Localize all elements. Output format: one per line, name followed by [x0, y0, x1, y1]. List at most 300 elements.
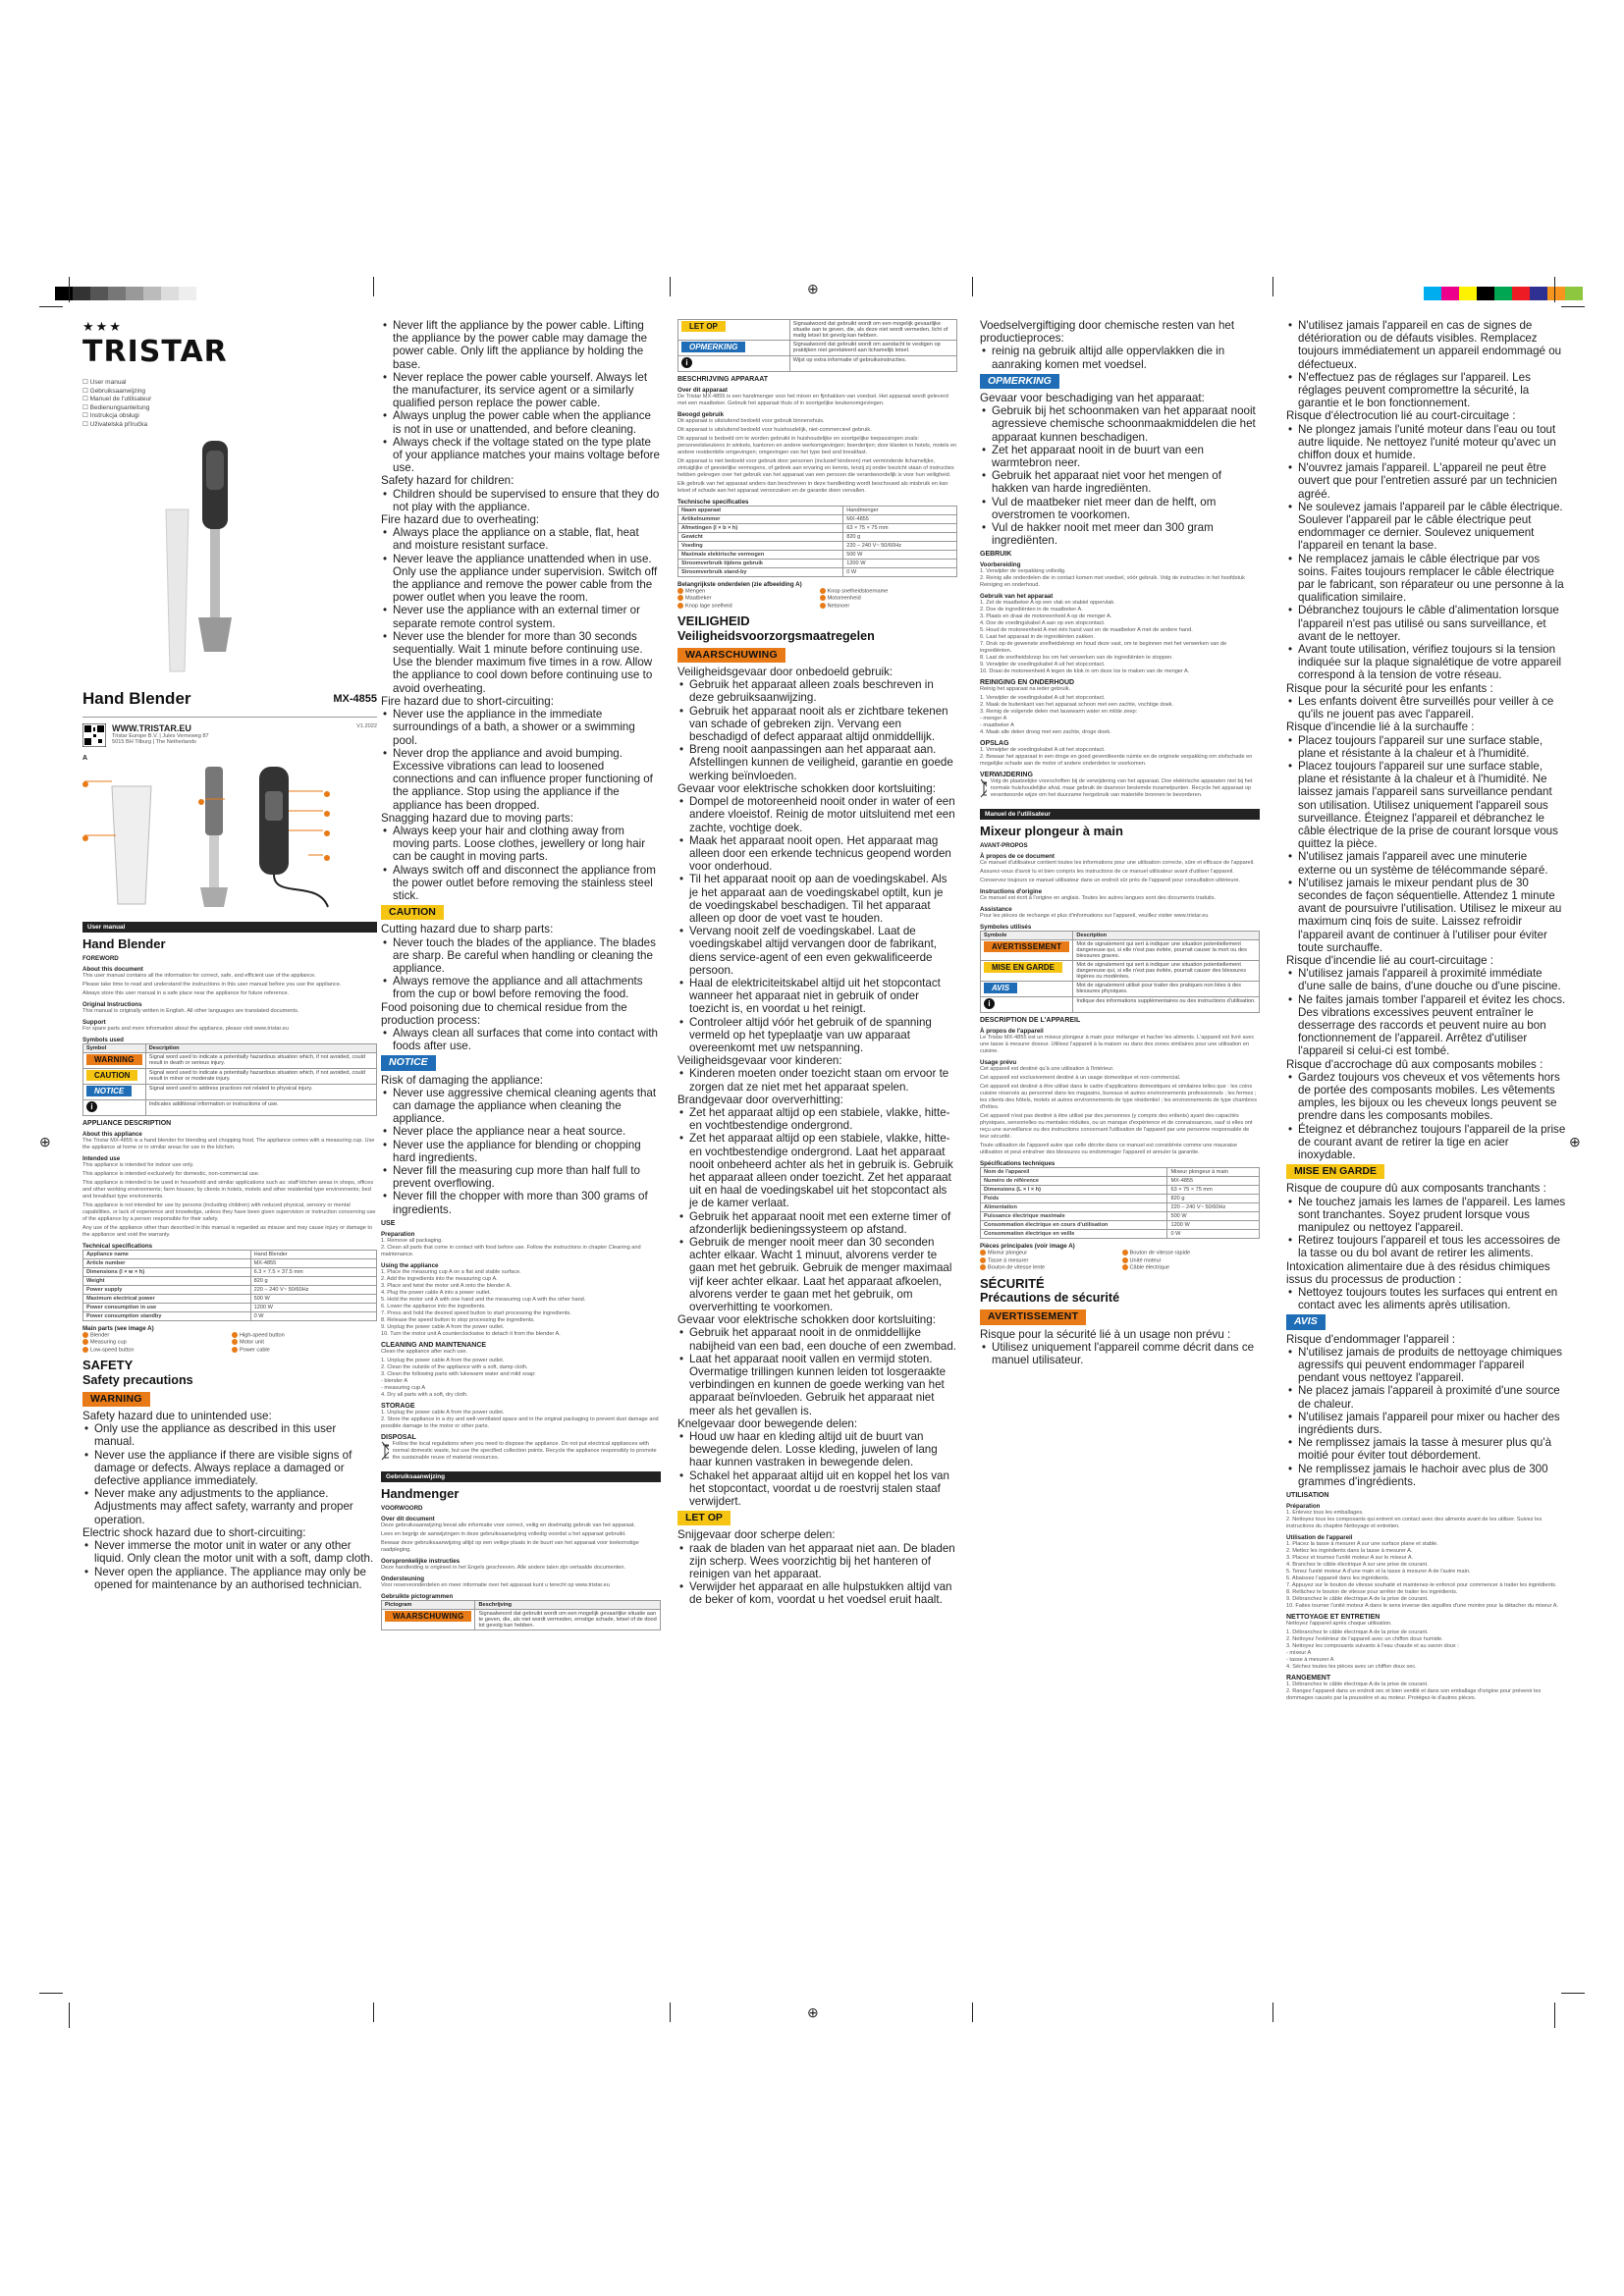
section-title: Hand Blender [82, 936, 166, 951]
list-item: • Ne touchez jamais les lames de l'appareil. Les lames sont tranchantes. Soyez prudent lorsque vous manipulez ou nettoyez l'appareil. [1298, 1196, 1566, 1235]
part-label: Knop lage snelheid [685, 603, 732, 610]
step-item: 4. Plug the power cable A into a power outlet. [381, 1289, 491, 1296]
table-row: i Indicates additional information or instructions of use. [83, 1100, 377, 1116]
spec-value: 820 g [1167, 1195, 1260, 1203]
spec-value: 820 g [843, 533, 957, 542]
crop-mark [39, 1993, 63, 1994]
spec-value: 1200 W [843, 560, 957, 568]
list-item: • Never lift the appliance by the power cable. Lifting the appliance by the power cable may damage the power cable. Only lift the appliance by holding the base. [393, 319, 661, 371]
step-item: 7. Appuyez sur le bouton de vitesse souhaité et maintenez-le enfoncé pour commencer à traiter les ingrédients. [1286, 1582, 1557, 1589]
part-label: Motoreenheid [827, 595, 861, 602]
notice-badge: OPMERKING [980, 374, 1059, 389]
part-label: Knop snelheidstoername [827, 588, 889, 595]
section-band-fr: Manuel de l'utilisateur [980, 809, 1260, 820]
callout-6 [324, 830, 330, 836]
spec-label: Power consumption standby [83, 1312, 251, 1321]
nl-use-instructions: GEBRUIK Voorbereiding 1. Verwijder de verpakking volledig. 2. Reinig alle onderdelen die in contact komen met voedsel, vóór gebruik. Volg de instructies in het hoofdstuk Reiniging en onderhoud. Gebruik van het apparaat 1. Zet de maatbeker A op een vlak en stabiel oppervlak. 2. Doe de ingrediënten in de maatbeker A. 3. Plaats en draai de motoreenheid A op de menger A. 4. Doe de voedingskabel A aan op een stopcontact. 5. Houd de motoreenheid A met één hand vast en de maatbeker A met de andere hand. 6. Laat het apparaat in de ingrediënten zakken. 7. Druk op de gewenste snelheidsknop en houd deze vast, om te beginnen met het verwerken van de ingrediënten. 8. Laat de snelheidsknop los om het verwerken van de ingrediënten te stoppen. 9. Verwijder de voedingskabel A uit het stopcontact. 10. Draai de motoreenheid A tegen de klok in om deze los te maken van de menger A. REINIGING EN ONDERHOUD Reinig het apparaat na ieder gebruik. 1. Verwijder de voedingskabel A uit het stopcontact. 2. Maak de buitenkant van het apparaat schoon met een zachte, vochtige doek. 3. Reinig de volgende delen met lauwwarm water en milde zeep: - menger A - maatbeker A 4. Maak alle delen droog met een zachte, droge doek. OPSLAG 1. Verwijder de voedingskabel A uit het stopcontact. 2. Bewaar het apparaat in een droge en goed geventileerde ruimte en de originele verpakking om stofschade en mogelijke schade aan de motor of andere onderdelen te voorkomen. VERWIJDERING Volg de plaatselijke voorschriften bij de verwijdering van het apparaat. Doe elektrische apparaten niet bij het normale huishoudelijke afval, maar gebruik de daarvoor bestemde inzamelpunten. Recycle het apparaat op verantwoorde wijze om het duurzame hergebruik van materiële bronnen te bevorderen. [980, 551, 1260, 801]
part-item [232, 1332, 377, 1338]
step-item: 10. Draai de motoreenheid A tegen de klok in om deze los te maken van de menger A. [980, 668, 1190, 675]
spec-value: MX-4855 [843, 515, 957, 524]
fold-mark [972, 2002, 973, 2022]
spec-label: Numéro de référence [981, 1177, 1167, 1186]
spec-value: 6.3 × 7.5 × 37.5 mm [250, 1268, 376, 1277]
callout-icon [980, 1250, 986, 1255]
spec-label: Weight [83, 1277, 251, 1286]
en-foreword: FOREWORD About this document This user manual contains all the information for correct, safe, and efficient use of the appliance. Please take time to read and understand the instructions in this user manual before you use the appliance. Always store this user manual in a safe place near the appliance for future reference. Original Instructions This manual is originally written in English. All other languages are translated documents. Support For spare parts and more information about the appliance, please visit www.tristar.eu Symbols used [82, 955, 342, 1043]
spec-label: Artikelnummer [678, 515, 843, 524]
symbols-table [677, 319, 957, 372]
step-item: 3. Plaats en draai de motoreenheid A op de menger A. [980, 614, 1112, 620]
fold-mark [670, 277, 671, 296]
list-item: • N'utilisez jamais l'appareil avec une minuterie externe ou un système de télécommande séparé. [1298, 850, 1566, 876]
step-item: 4. Séchez toutes les pièces avec un chiffon doux sec. [1286, 1664, 1417, 1671]
fr-foreword: AVANT-PROPOS À propos de ce document Ce manuel d'utilisateur contient toutes les informations pour une utilisation correcte, sûre et efficace de l'appareil. Assurez-vous d'avoir lu et bien compris les instructions de ce manuel utilisateur avant d'utiliser l'appareil. Conservez toujours ce manuel utilisateur dans un endroit sûr près de l'appareil pour consultation ultérieure. Instructions d'origine Ce manuel est écrit à l'origine en anglais. Toutes les autres langues sont des documents traduits. Assistance Pour les pièces de rechange et plus d'informations sur l'appareil, veuillez visiter www.tristar.eu Symboles utilisés [980, 842, 1255, 932]
list-item: • Gardez toujours vos cheveux et vos vêtements hors de portée des composants mobiles. Les vêtements amples, les bijoux ou les cheveux longs peuvent se prendre dans les composants mobiles. [1298, 1071, 1566, 1123]
list-item: • Never open the appliance. The appliance may only be opened for maintenance by an authorised technician. [94, 1566, 377, 1591]
list-item: • Always check if the voltage stated on the type plate of your appliance matches your mains voltage before use. [393, 436, 661, 475]
info-icon: i [681, 357, 692, 368]
table-row [83, 1251, 377, 1259]
list-item: • Ne soulevez jamais l'appareil par le câble électrique. Soulever l'appareil par le câble électrique peut endommager ce dernier. Soulevez uniquement l'appareil en tenant la base. [1298, 501, 1566, 553]
step-item: 1. Placez la tasse à mesurer A sur une surface plane et stable. [1286, 1541, 1438, 1548]
list-item: • N'utilisez jamais l'appareil en cas de signes de détérioration ou de défauts visibles. Remplacez toujours immédiatement un appareil endommagé ou défectueux. [1298, 319, 1566, 371]
step-item: 4. Doe de voedingskabel A aan op een stopcontact. [980, 620, 1106, 627]
table-row [83, 1304, 377, 1312]
table-row [981, 1177, 1260, 1186]
en-use-instructions: USE Preparation 1. Remove all packaging. 2. Clean all parts that come in contact with food before use. Follow the instructions in chapter Cleaning and maintenance. Using the appliance 1. Place the measuring cup A on a flat and stable surface. 2. Add the ingredients into the measuring cup A. 3. Place and twist the motor unit A onto the blender A. 4. Plug the power cable A into a power outlet. 5. Hold the motor unit A with one hand and the measuring cup A with the other hand. 6. Lower the appliance into the ingredients. 7. Press and hold the desired speed button to start processing the ingredients. 8. Release the speed button to stop processing the ingredients. 9. Unplug the power cable A from the power outlet. 10. Turn the motor unit A counterclockwise to detach it from the blender A. CLEANING AND MAINTENANCE Clean the appliance after each use. 1. Unplug the power cable A from the power outlet. 2. Clean the outside of the appliance with a soft, damp cloth. 3. Clean the following parts with lukewarm water and mild soap: - blender A - measuring cup A 4. Dry all parts with a soft, dry cloth. STORAGE 1. Unplug the power cable A from the power outlet. 2. Store the appliance in a dry and well-ventilated space and in the original packaging to prevent dust damage and possible damage to the motor or other parts. DISPOSAL Follow the local regulations when you need to dispose the appliance. Do not put electrical appliances with normal domestic waste, but use the specified collection points. Recycle the appliance responsibly to promote the sustainable reuse of material resources. [381, 1220, 661, 1464]
list-item: • Ne plongez jamais l'unité moteur dans l'eau ou tout autre liquide. Ne nettoyez l'unité moteur qu'avec un chiffon doux et humide. [1298, 423, 1566, 462]
fold-mark [1272, 277, 1273, 296]
spec-value: 220 – 240 V~ 50/60Hz [1167, 1203, 1260, 1212]
step-item: 2. Store the appliance in a dry and well-ventilated space and in the original packaging to prevent dust damage and possible damage to the motor or other parts. [381, 1415, 659, 1429]
callout-icon [82, 1332, 88, 1338]
step-item: 2. Rangez l'appareil dans un endroit sec et bien ventilé et dans son emballage d'origine pour prévenir les dommages causés par la poussière et au moteur. Protégez-le d'autres pièces. [1286, 1688, 1542, 1702]
step-item: 5. Houd de motoreenheid A met één hand vast en de maatbeker A met de andere hand. [980, 627, 1193, 634]
step-item: 3. Place and twist the motor unit A onto the blender A. [381, 1282, 512, 1289]
hand-blender-illustration [161, 441, 259, 676]
notice-badge: AVIS [1286, 1314, 1326, 1329]
registration-bar-right [1424, 287, 1583, 300]
warning-badge: WAARSCHUWING [677, 648, 785, 663]
spec-value: Hand Blender [250, 1251, 376, 1259]
table-row: NOTICE Signal word used to address practices not related to physical injury. [83, 1085, 377, 1100]
table-row: i Indique des informations supplémentaires ou des instructions d'utilisation. [981, 997, 1260, 1013]
column-nl: LET OP Signaalwoord dat gebruikt wordt om een mogelijk gevaarlijke situatie aan te geven, die, als deze niet wordt vermeden, licht of matig letsel tot gevolg kan hebben. OPMERKING Signaalwoord dat gebruikt wordt om aandacht te vestigen op praktijken niet gerelateerd aan lichamelijk letsel. i Wijst op extra informatie of gebruiksinstructies. BESCHRIJVING APPARAAT Over dit apparaat De Tristar MX-4855 is een handmenger voor het mixen en fijnhakken van voedsel. Het apparaat wordt geleverd met een maatbeker. Gebruik het apparaat thuis of in soortgelijke keukenomgevingen. Beoogd gebruik Dit apparaat is uitsluitend bedoeld voor gebruik binnenshuis. Dit apparaat is uitsluitend bedoeld voor huishoudelijk, niet-commercieel gebruik. Dit apparaat is bedoeld om te worden gebruikt in huishoudelijke en soortgelijke toepassingen zoals: personeelskeukens in winkels, kantoren en andere werkomgevingen; boerderijen; door klanten in hotels, motels en andere residentiële omgevingen; omgevingen van het type bed and breakfast. Dit apparaat is niet bedoeld voor gebruik door personen (inclusief kinderen) met verminderde lichamelijke, zintuiglijke of geestelijke vermogens, of gebrek aan ervaring en kennis, tenzij zij onder toezicht staan of instructies hebben gekregen over het gebruik van het apparaat van een persoon die verantwoordelijk is voor hun veiligheid. Elk gebruik van het apparaat anders dan beschreven in deze handleiding wordt beschouwd als misbruik en kan letsel of schade aan het apparaat veroorzaken en de garantie doen vervallen. Technische specificaties Naam apparaat Handmenger Artikelnummer MX-4855 Afmetingen (l × b × h) 63 × 75 × 75 mm Gewicht 820 g Voeding 220 – 240 V~ 50/60Hz Maximale elektrische vermogen 500 W Stroomverbruik tijdens gebruik 1200 W Stroomverbruik stand-by 0 W Belangrijkste onderdelen (zie afbeelding A) Mengen Knop snelheidstoername Maatbeker Motoreenheid Knop lage snelheid Netsnoer VEILIGHEID Veiligheidsvoorzorgsmaatregelen WAARSCHUWING Veiligheidsgevaar door onbedoeld gebruik: • Gebruik het apparaat alleen zoals beschreven in deze gebruiksaanwijzing. • Gebruik het apparaat nooit als er zichtbare tekenen van schade of gebreken zijn. Vervang een beschadigd of defect apparaat altijd onmiddellijk. • Breng nooit aanpassingen aan het apparaat aan. Afstellingen kunnen de veiligheid, garantie en goede werking beïnvloeden. Gevaar voor elektrische schokken door kortsluiting: • Dompel de motoreenheid nooit onder in water of een andere vloeistof. Reinig de motor uitsluitend met een zachte, vochtige doek. • Maak het apparaat nooit open. Het apparaat mag alleen door een erkende technicus geopend worden voor onderhoud. • Til het apparaat nooit op aan de voedingskabel. Als je het apparaat aan de voedingskabel optilt, kun je de voedingskabel beschadigen. Til het apparaat alleen op door de voet vast te houden. • Vervang nooit zelf de voedingskabel. Laat de voedingskabel altijd vervangen door de fabrikant, diens service-agent of een even gekwalificeerde persoon. • Haal de elektriciteitskabel altijd uit het stopcontact wanneer het apparaat niet in gebruik of onder toezicht is, en voordat u het reinigt. • Controleer altijd vóór het gebruik of de spanning vermeld op het typeplaatje van uw apparaat overeenkomt met uw netspanning. Veiligheidsgevaar voor kinderen: • Kinderen moeten onder toezicht staan om ervoor te zorgen dat ze niet met het apparaat spelen. Brandgevaar door oververhitting: • Zet het apparaat altijd op een stabiele, vlakke, hitte- en vochtbestendige ondergrond. • Zet het apparaat altijd op een stabiele, vlakke, hitte- en vochtbestendige ondergrond. Laat het apparaat nooit onbeheerd achter als het in gebruik is. Gebruik het apparaat alleen onder toezicht. Zet het apparaat uit en haal de voedingskabel uit het stopcontact als je de kamer verlaat. • Gebruik het apparaat nooit met een externe timer of afzonderlijk bedieningssysteem op afstand. • Gebruik de menger nooit meer dan 30 seconden achter elkaar. Wacht 1 minuut, alvorens verder te gaan met het gebruik. Gebruik de menger maximaal vijf keer achter elkaar. Laat het apparaat afkoelen, alvorens verder te gaan met het gebruik, om oververhitting te voorkomen. Gevaar voor elektrische schokken door kortsluiting: • Gebruik het apparaat nooit in de onmiddellijke nabijheid van een bad, een douche of een zwembad. • Laat het apparaat nooit vallen en vermijd stoten. Overmatige trillingen kunnen leiden tot losgeraakte verbindingen en kunnen de goede werking van het apparaat beïnvloeden. Gebruik het apparaat niet meer als het gevallen is. Knelgevaar door bewegende delen: • Houd uw haar en kleding altijd uit de buurt van bewegende delen. Losse kleding, juwelen of lang haar kunnen vastraken in bewegende delen. • Schakel het apparaat altijd uit en koppel het los van het stopcontact, voordat u de roestvrij stalen staaf verwijdert. LET OP Snijgevaar door scherpe delen: • raak de bladen van het apparaat niet aan. De bladen zijn scherp. Wees voorzichtig bij het hanteren of reinigen van het apparaat. • Verwijder het apparaat en alle hulpstukken altijd van de beker of kom, voordat u het voedsel eruit haalt. [677, 319, 957, 1988]
step-item: 1. Remove all packaging. [381, 1237, 443, 1244]
fold-mark [670, 2002, 671, 2022]
part-item [82, 1332, 228, 1338]
spec-label: Maximum electrical power [83, 1295, 251, 1304]
fr-appliance-description: DESCRIPTION DE L'APPAREIL À propos de l'appareil Le Tristar MX-4855 est un mixeur plongeur à main pour mélanger et hacher les aliments. L'appareil est livré avec une tasse à mesurer doseur. Utilisez l'appareil à la maison ou dans des zones similaires pour une utilisation en cuisine. Usage prévu Cet appareil est destiné qu'à une utilisation à l'intérieur. Cet appareil est exclusivement destiné à un usage domestique et non commercial. Cet appareil est destiné à être utilisé dans le cadre d'applications domestiques et similaires telles que : les coins cuisine réservés au personnel dans les magasins, bureaux et autres environnements professionnels ; les fermes ; les clients des hôtels, motels et autres environnements de type résidentiel ; les environnements de type chambres d'hôtes. Cet appareil n'est pas destiné à être utilisé par des personnes (y compris des enfants) ayant des capacités physiques, sensorielles ou mentales réduites, ou un manque d'expérience et de connaissances, sauf si elles ont reçu une surveillance ou des instructions concernant l'utilisation de l'appareil par une personne responsable de leur sécurité. Toute utilisation de l'appareil autre que celle décrite dans ce manuel est considérée comme une mauvaise utilisation et peut entraîner des blessures ou endommager l'appareil et annuler la garantie. Spécifications techniques [980, 1017, 1258, 1168]
step-item: 2. Nettoyez tous les composants qui entrent en contact avec des aliments avant de les utiliser. Suivez les instructions du chapitre Nettoyage et entretien. [1286, 1517, 1543, 1530]
callout-icon [232, 1339, 238, 1345]
part-label: High-speed button [240, 1332, 285, 1339]
step-item: 1. Débranchez le câble électrique A de la prise de courant. [1286, 1682, 1429, 1688]
step-item: 1. Unplug the power cable A from the power outlet. [381, 1357, 505, 1363]
list-item: • Never replace the power cable yourself. Always let the manufacturer, its service agent or a similarly qualified person replace the power cable. [393, 371, 661, 410]
version: V1.2022 [356, 723, 377, 729]
spec-label: Afmetingen (l × b × h) [678, 524, 843, 533]
table-row: i Wijst op extra informatie of gebruiksinstructies. [678, 356, 957, 372]
list-item: • Vul de hakker nooit met meer dan 300 gram ingrediënten. [992, 521, 1260, 547]
spec-value: 0 W [250, 1312, 376, 1321]
section-band-nl: Gebruiksaanwijzing [381, 1471, 661, 1482]
spec-label: Stroomverbruik tijdens gebruik [678, 560, 843, 568]
step-item: 1. Unplug the power cable A from the power outlet. [381, 1409, 505, 1415]
table-row [83, 1277, 377, 1286]
list-item: • Dompel de motoreenheid nooit onder in water of een andere vloeistof. Reinig de motor uitsluitend met een zachte, vochtige doek. [689, 795, 957, 834]
step-item: - mixeur A [1286, 1650, 1312, 1657]
list-item: • Breng nooit aanpassingen aan het apparaat aan. Afstellingen kunnen de veiligheid, garantie en goede werking beïnvloeden. [689, 743, 957, 782]
list-item: • Never touch the blades of the appliance. The blades are sharp. Be careful when handling or cleaning the appliance. [393, 936, 661, 976]
column-fr: • N'utilisez jamais l'appareil en cas de signes de détérioration ou de défauts visibles. Remplacez toujours immédiatement un appareil endommagé ou défectueux. • N'effectuez pas de réglages sur l'appareil. Les réglages peuvent compromettre la sécurité, la garantie et le bon fonctionnement. Risque d'électrocution lié au court-circuitage : • Ne plongez jamais l'unité moteur dans l'eau ou tout autre liquide. Ne nettoyez l'unité moteur qu'avec un chiffon doux et humide. • N'ouvrez jamais l'appareil. L'appareil ne peut être ouvert que pour l'entretien assuré par un technicien agréé. • Ne soulevez jamais l'appareil par le câble électrique. Soulever l'appareil par le câble électrique peut endommager ce dernier. Soulevez uniquement l'appareil en tenant la base. • Ne remplacez jamais le câble électrique par vos soins. Faites toujours remplacer le câble électrique par le fabricant, son réparateur ou une personne à la qualification similaire. • Débranchez toujours le câble d'alimentation lorsque l'appareil n'est pas utilisé ou sans surveillance, et avant de le nettoyer. • Avant toute utilisation, vérifiez toujours si la tension indiquée sur la plaque signalétique de votre appareil correspond à la tension de votre réseau. Risque pour la sécurité pour les enfants : • Les enfants doivent être surveillés pour veiller à ce qu'ils ne jouent pas avec l'appareil. Risque d'incendie lié à la surchauffe : • Placez toujours l'appareil sur une surface stable, plane et résistante à la chaleur et à l'humidité. • Placez toujours l'appareil sur une surface stable, plane et résistante à la chaleur et à l'humidité. Ne laissez jamais l'appareil sans surveillance pendant son utilisation. Utilisez uniquement l'appareil sous surveillance. Éteignez l'appareil et débranchez le câble électrique de la prise de courant lorsque vous quittez la pièce. • N'utilisez jamais l'appareil avec une minuterie externe ou un système de télécommande séparé. • N'utilisez jamais le mixeur pendant plus de 30 secondes de façon séquentielle. Attendez 1 minute avant de poursuivre l'utilisation. Utilisez le mixeur au maximum cinq fois de suite. Laissez refroidir l'appareil avant de continuer à l'utiliser pour éviter toute surchauffe. Risque d'incendie lié au court-circuitage : • N'utilisez jamais l'appareil à proximité immédiate d'une salle de bains, d'une douche ou d'une piscine. • Ne faites jamais tomber l'appareil et évitez les chocs. Des vibrations excessives peuvent entraîner le desserrage des raccords et peuvent nuire au bon fonctionnement de l'appareil. Arrêtez d'utiliser l'appareil si celui-ci est tombé. Risque d'accrochage dû aux composants mobiles : • Gardez toujours vos cheveux et vos vêtements hors de portée des composants mobiles. Les vêtements amples, les bijoux ou les cheveux longs peuvent se prendre dans les composants mobiles. • Éteignez et débranchez toujours l'appareil de la prise de courant avant de retirer la tige en acier inoxydable. MISE EN GARDE Risque de coupure dû aux composants tranchants : • Ne touchez jamais les lames de l'appareil. Les lames sont tranchantes. Soyez prudent lorsque vous manipulez ou nettoyez l'appareil. • Retirez toujours l'appareil et tous les accessoires de la tasse ou du bol avant de retirer les aliments. Intoxication alimentaire due à des résidus chimiques issus du processus de production : • Nettoyez toujours toutes les surfaces qui entrent en contact avec les aliments après utilisation. AVIS Risque d'endommager l'appareil : • N'utilisez jamais de produits de nettoyage chimiques agressifs qui peuvent endommager l'appareil pendant vous nettoyez l'appareil. • Ne placez jamais l'appareil à proximité d'une source de chaleur. • N'utilisez jamais l'appareil pour mixer ou hacher des ingrédients durs. • Ne remplissez jamais la tasse à mesurer plus qu'à moitié pour éviter tout débordement. • Ne remplissez jamais le hachoir avec plus de 300 grammes d'ingrédients. UTILISATION Préparation 1. Enlevez tous les emballages. 2. Nettoyez tous les composants qui entrent en contact avec des aliments avant de les utiliser. Suivez les instructions du chapitre Nettoyage et entretien. Utilisation de l'appareil 1. Placez la tasse à mesurer A sur une surface plane et stable. 2. Mettez les ingrédients dans la tasse à mesurer A. 3. Placez et tournez l'unité moteur A sur le mixeur A. 4. Branchez le câble électrique A sur une prise de courant. 5. Tenez l'unité moteur A d'une main et la tasse à mesurer A de l'autre main. 6. Abaissez l'appareil dans les ingrédients. 7. Appuyez sur le bouton de vitesse souhaité et maintenez-le enfoncé pour commencer à traiter les ingrédients. 8. Relâchez le bouton de vitesse pour arrêter de traiter les ingrédients. 9. Débranchez le câble électrique A de la prise de courant. 10. Faites tourner l'unité moteur A dans le sens inverse des aiguilles d'une montre pour la détacher du mixeur A. NETTOYAGE ET ENTRETIEN Nettoyez l'appareil après chaque utilisation. 1. Débranchez le câble électrique A de la prise de courant. 2. Nettoyez l'extérieur de l'appareil avec un chiffon doux humide. 3. Nettoyez les composants suivants à l'eau chaude et au savon doux : - mixeur A - tasse à mesurer A 4. Séchez toutes les pièces avec un chiffon doux sec. RANGEMENT 1. Débranchez le câble électrique A de la prise de courant. 2. Rangez l'appareil dans un endroit sec et bien ventilé et dans son emballage d'origine pour prévenir les dommages causés par la poussière et au moteur. Protégez-le d'autres pièces. [1286, 319, 1566, 1988]
callout-2 [82, 835, 88, 841]
spec-value: Handmenger [843, 507, 957, 515]
step-item: 8. Laat de snelheidsknop los om het verwerken van de ingrediënten te stoppen. [980, 655, 1173, 662]
step-item: 4. Maak alle delen droog met een zachte, droge doek. [980, 729, 1111, 736]
callout-icon [82, 1339, 88, 1345]
part-item [232, 1347, 377, 1353]
step-item: 2. Nettoyez l'extérieur de l'appareil avec un chiffon doux humide. [1286, 1636, 1443, 1643]
list-item: • Ne faites jamais tomber l'appareil et évitez les chocs. Des vibrations excessives peuvent entraîner le desserrage des raccords et peuvent nuire au bon fonctionnement de l'appareil. Arrêtez d'utiliser l'appareil si celui-ci est tombé. [1298, 993, 1566, 1058]
en-main-parts: Main parts (see image A) [82, 1325, 154, 1332]
step-item: 6. Abaissez l'appareil dans les ingrédients. [1286, 1575, 1390, 1582]
part-item [1122, 1257, 1261, 1263]
list-item: • Verwijder het apparaat en alle hulpstukken altijd van de beker of kom, voordat u het voedsel eruit haalt. [689, 1580, 957, 1606]
table-row: AVIS Mot de signalement utilisé pour traiter des pratiques non liées à des blessures physiques. [981, 982, 1260, 997]
step-item: 1. Enlevez tous les emballages. [1286, 1510, 1364, 1517]
spec-label: Nom de l'appareil [981, 1168, 1167, 1177]
crop-mark [1561, 306, 1585, 307]
callout-icon [677, 595, 683, 601]
registration-target-icon: ⊕ [807, 281, 819, 296]
spec-value: 0 W [1167, 1230, 1260, 1239]
spec-value: MX-4855 [1167, 1177, 1260, 1186]
table-row [981, 1168, 1260, 1177]
spec-value: 1200 W [1167, 1221, 1260, 1230]
language-item: ☐ User manual [82, 379, 127, 386]
list-item: • Always remove the appliance and all attachments from the cup or bowl before removing the food. [393, 975, 661, 1000]
product-title-row [82, 689, 377, 709]
fold-mark [972, 277, 973, 296]
list-item: • Only use the appliance as described in this user manual. [94, 1422, 377, 1448]
callout-icon [1122, 1257, 1128, 1263]
step-item: - tasse à mesurer A [1286, 1657, 1334, 1664]
table-row [83, 1312, 377, 1321]
list-item: • Never leave the appliance unattended when in use. Only use the appliance under supervision. Switch off the appliance and remove the power cable from the power outlet when you leave the room. [393, 553, 661, 605]
part-label: Power cable [240, 1347, 270, 1354]
spec-value: MX-4855 [250, 1259, 376, 1268]
table-row: LET OP Signaalwoord dat gebruikt wordt om een mogelijk gevaarlijke situatie aan te geven, die, als deze niet wordt vermeden, licht of matig letsel tot gevolg kan hebben. [678, 320, 957, 341]
part-item [820, 603, 958, 609]
crop-mark [1554, 277, 1555, 302]
list-item: • N'utilisez jamais l'appareil pour mixer ou hacher des ingrédients durs. [1298, 1411, 1566, 1436]
step-item: 10. Turn the motor unit A counterclockwise to detach it from the blender A. [381, 1330, 561, 1337]
step-item: 3. Reinig de volgende delen met lauwwarm water en milde zeep: [980, 709, 1138, 716]
callout-icon [677, 588, 683, 594]
list-item: • Vervang nooit zelf de voedingskabel. Laat de voedingskabel altijd vervangen door de fabrikant, diens service-agent of een even gekwalificeerde persoon. [689, 925, 957, 977]
list-item: • Always unplug the power cable when the appliance is not in use or unattended, and before cleaning. [393, 409, 661, 435]
fr-safety: SÉCURITÉ Précautions de sécurité AVERTISSEMENT Risque pour la sécurité lié à un usage non prévu : • Utilisez uniquement l'appareil comme décrit dans ce manuel utilisateur. [980, 1277, 1260, 1366]
spec-value: 1200 W [250, 1304, 376, 1312]
step-item: 1. Zet de maatbeker A op een vlak en stabiel oppervlak. [980, 600, 1115, 607]
spec-value: 500 W [843, 551, 957, 560]
step-item: 8. Release the speed button to stop processing the ingredients. [381, 1316, 535, 1323]
en-appliance-description: APPLIANCE DESCRIPTION About this appliance The Tristar MX-4855 is a hand blender for blending and chopping food. The appliance comes with a measuring cup. Use the appliance at home or in similar areas for use in the kitchen. Intended use This appliance is intended for indoor use only. This appliance is intended exclusively for domestic, non-commercial use. This appliance is intended to be used in household and similar applications such as: staff kitchen areas in shops, offices and other working environments; farm houses; by clients in hotels, motels and other residential type environments; bed and breakfast type environments. This appliance is not intended for use by persons (including children) with reduced physical, sensory or mental capabilities, or lack of experience and knowledge, unless they have been given supervision or instruction concerning use of the appliance by a person responsible for their safety. Any use of the appliance other than described in this manual is regarded as misuse and may cause injury or damage to the appliance and void the warranty. Technical specifications [82, 1120, 376, 1250]
part-label: Tasse à mesurer [988, 1257, 1029, 1264]
column-nl-fr: Voedselvergiftiging door chemische resten van het productieproces: • reinig na gebruik altijd alle oppervlakken die in aanraking komen met voedsel. OPMERKING Gevaar voor beschadiging van het apparaat: • Gebruik bij het schoonmaken van het apparaat nooit agressieve chemische schoonmaakmiddelen die het apparaat kunnen beschadigen. • Zet het apparaat nooit in de buurt van een warmtebron neer. • Gebruik het apparaat niet voor het mengen of hakken van harde ingrediënten. • Vul de maatbeker niet meer dan de helft, om overstromen te voorkomen. • Vul de hakker nooit met meer dan 300 gram ingrediënten. GEBRUIK Voorbereiding 1. Verwijder de verpakking volledig. 2. Reinig alle onderdelen die in contact komen met voedsel, vóór gebruik. Volg de instructies in het hoofdstuk Reiniging en onderhoud. Gebruik van het apparaat 1. Zet de maatbeker A op een vlak en stabiel oppervlak. 2. Doe de ingrediënten in de maatbeker A. 3. Plaats en draai de motoreenheid A op de menger A. 4. Doe de voedingskabel A aan op een stopcontact. 5. Houd de motoreenheid A met één hand vast en de maatbeker A met de andere hand. 6. Laat het apparaat in de ingrediënten zakken. 7. Druk op de gewenste snelheidsknop en houd deze vast, om te beginnen met het verwerken van de ingrediënten. 8. Laat de snelheidsknop los om het verwerken van de ingrediënten te stoppen. 9. Verwijder de voedingskabel A uit het stopcontact. 10. Draai de motoreenheid A tegen de klok in om deze los te maken van de menger A. REINIGING EN ONDERHOUD Reinig het apparaat na ieder gebruik. 1. Verwijder de voedingskabel A uit het stopcontact. 2. Maak de buitenkant van het apparaat schoon met een zachte, vochtige doek. 3. Reinig de volgende delen met lauwwarm water en milde zeep: - menger A - maatbeker A 4. Maak alle delen droog met een zachte, droge doek. OPSLAG 1. Verwijder de voedingskabel A uit het stopcontact. 2. Bewaar het apparaat in een droge en goed geventileerde ruimte en de originele verpakking om stofschade en mogelijke schade aan de motor of andere onderdelen te voorkomen. VERWIJDERING Volg de plaatselijke voorschriften bij de verwijdering van het apparaat. Doe elektrische apparaten niet bij het normale huishoudelijke afval, maar gebruik de daarvoor bestemde inzamelpunten. Recycle het apparaat op verantwoorde wijze om het duurzame hergebruik van materiële bronnen te bevorderen. Manuel de l'utilisateur Mixeur plongeur à main AVANT-PROPOS À propos de ce document Ce manuel d'utilisateur contient toutes les informations pour une utilisation correcte, sûre et efficace de l'appareil. Assurez-vous d'avoir lu et bien compris les instructions de ce manuel utilisateur avant d'utiliser l'appareil. Conservez toujours ce manuel utilisateur dans un endroit sûr près de l'appareil pour consultation ultérieure. Instructions d'origine Ce manuel est écrit à l'origine en anglais. Toutes les autres langues sont des documents traduits. Assistance Pour les pièces de rechange et plus d'informations sur l'appareil, veuillez visiter www.tristar.eu Symboles utilisés Symbole Description AVERTISSEMENT Mot de signalement qui sert à indiquer une situation potentiellement dangereuse qui, si elle n'est pas évitée, pourrait causer la mort ou des blessures graves. MISE EN GARDE Mot de signalement qui sert à indiquer une situation potentiellement dangereuse qui, si elle n'est pas évitée, pourrait causer des blessures légères ou modérées. AVIS Mot de signalement utilisé pour traiter des pratiques non liées à des blessures physiques. i Indique des informations supplémentaires ou des instructions d'utilisation. DESCRIPTION DE L'APPAREIL À propos de l'appareil Le Tristar MX-4855 est un mixeur plongeur à main pour mélanger et hacher les aliments. L'appareil est livré avec une tasse à mesurer doseur. Utilisez l'appareil à la maison ou dans des zones similaires pour une utilisation en cuisine. Usage prévu Cet appareil est destiné qu'à une utilisation à l'intérieur. Cet appareil est exclusivement destiné à un usage domestique et non commercial. Cet appareil est destiné à être utilisé dans le cadre d'applications domestiques et similaires telles que : les coins cuisine réservés au personnel dans les magasins, bureaux et autres environnements professionnels ; les fermes ; les clients des hôtels, motels et autres environnements de type résidentiel ; les environnements de type chambres d'hôtes. Cet appareil n'est pas destiné à être utilisé par des personnes (y compris des enfants) ayant des capacités physiques, sensorielles ou mentales réduites, ou un manque d'expérience et de connaissances, sauf si elles ont reçu une surveillance ou des instructions concernant l'utilisation de l'appareil par une personne responsable de leur sécurité. Toute utilisation de l'appareil autre que celle décrite dans ce manuel est considérée comme une mauvaise utilisation et peut entraîner des blessures ou endommager l'appareil et annuler la garantie. Spécifications techniques Nom de l'appareil Mixeur plongeur à main Numéro de référence MX-4855 Dimensions (L × l × h) 63 × 75 × 75 mm Poids 820 g Alimentation 220 – 240 V~ 50/60Hz Puissance électrique maximale 500 W Consommation électrique en cours d'utilisation 1200 W Consommation électrique en veille 0 W Pièces principales (voir image A) Mixeur plongeur Bouton de vitesse rapide Tasse à mesurer Unité moteur Bouton de vitesse lente Câble électrique SÉCURITÉ Précautions de sécurité AVERTISSEMENT Risque pour la sécurité lié à un usage non prévu : • Utilisez uniquement l'appareil comme décrit dans ce manuel utilisateur. [980, 319, 1260, 1988]
section-title: Mixeur plongeur à main [980, 824, 1123, 839]
list-item: • Ne remplacez jamais le câble électrique par vos soins. Faites toujours remplacer le câble électrique par le fabricant, son réparateur ou une personne à la qualification similaire. [1298, 553, 1566, 605]
weee-bin-icon [381, 1441, 389, 1461]
en-safety: SAFETY Safety precautions WARNING Safety hazard due to unintended use: • Only use the appliance as described in this user manual. • Never use the appliance if there are visible signs of damage or defects. Always replace a damaged or defective appliance immediately. • Never make any adjustments to the appliance. Adjustments may affect safety, warranty and proper operation. Electric shock hazard due to short-circuiting: • Never immerse the motor unit in water or any other liquid. Only clean the motor unit with a soft, damp cloth. • Never open the appliance. The appliance may only be opened for maintenance by an authorised technician. [82, 1359, 377, 1590]
list-item: • Gebruik bij het schoonmaken van het apparaat nooit agressieve chemische schoonmaakmiddelen die het apparaat kunnen beschadigen. [992, 404, 1260, 444]
table-row: MISE EN GARDE Mot de signalement qui sert à indiquer une situation potentiellement dangereuse qui, si elle n'est pas évitée, pourrait causer des blessures légères ou modérées. [981, 961, 1260, 982]
list-item: • N'ouvrez jamais l'appareil. L'appareil ne peut être ouvert que pour l'entretien assuré par un technicien agréé. [1298, 461, 1566, 501]
list-item: • Never use the appliance in the immediate surroundings of a bath, a shower or a swimming pool. [393, 708, 661, 747]
part-item [980, 1250, 1118, 1255]
part-label: Bouton de vitesse rapide [1129, 1250, 1191, 1256]
table-row [678, 533, 957, 542]
spec-label: Power supply [83, 1286, 251, 1295]
part-label: Maatbeker [685, 595, 712, 602]
list-item: • Gebruik het apparaat nooit als er zichtbare tekenen van schade of gebreken zijn. Vervang een beschadigd of defect apparaat altijd onmiddellijk. [689, 705, 957, 744]
step-item: 2. Clean the outside of the appliance with a soft, damp cloth. [381, 1363, 528, 1370]
parts-diagram [82, 762, 377, 909]
language-item: ☐ Bedienungsanleitung [82, 403, 150, 411]
list-item: • Controleer altijd vóór het gebruik of de spanning vermeld op het typeplaatje van uw apparaat overeenkomt met uw netspanning. [689, 1016, 957, 1055]
list-item: • Never use the appliance if there are visible signs of damage or defects. Always replace a damaged or defective appliance immediately. [94, 1449, 377, 1488]
list-item: • Never place the appliance near a heat source. [393, 1125, 661, 1138]
language-item: ☐ Manuel de l'utilisateur [82, 396, 152, 402]
spec-label: Article number [83, 1259, 251, 1268]
list-item: • Always keep your hair and clothing away from moving parts. Loose clothes, jewellery or long hair can be caught in moving parts. [393, 825, 661, 864]
part-label: Unité moteur [1129, 1257, 1162, 1264]
column-en-safety-use: • Never lift the appliance by the power cable. Lifting the appliance by the power cable may damage the power cable. Only lift the appliance by holding the base. • Never replace the power cable yourself. Always let the manufacturer, its service agent or a similarly qualified person replace the power cable. • Always unplug the power cable when the appliance is not in use or unattended, and before cleaning. • Always check if the voltage stated on the type plate of your appliance matches your mains voltage before use. Safety hazard for children: • Children should be supervised to ensure that they do not play with the appliance. Fire hazard due to overheating: • Always place the appliance on a stable, flat, heat and moisture resistant surface. • Never leave the appliance unattended when in use. Only use the appliance under supervision. Switch off the appliance and remove the power cable from the power outlet when you leave the room. • Never use the appliance with an external timer or separate remote control system. • Never use the blender for more than 30 seconds sequentially. Wait 1 minute before continuing use. Use the blender maximum five times in a row. Allow the appliance to cool down before continuing use to avoid overheating. Fire hazard due to short-circuiting: • Never use the appliance in the immediate surroundings of a bath, a shower or a swimming pool. • Never drop the appliance and avoid bumping. Excessive vibrations can lead to loosened connections and can influence proper functioning of the appliance. Stop using the appliance if the appliance has been dropped. Snagging hazard due to moving parts: • Always keep your hair and clothing away from moving parts. Loose clothes, jewellery or long hair can be caught in moving parts. • Always switch off and disconnect the appliance from the power outlet before removing the stainless steel stick. CAUTION Cutting hazard due to sharp parts: • Never touch the blades of the appliance. The blades are sharp. Be careful when handling or cleaning the appliance. • Always remove the appliance and all attachments from the cup or bowl before removing the food. Food poisoning due to chemical residue from the production process: • Always clean all surfaces that come into contact with foods after use. NOTICE Risk of damaging the appliance: • Never use aggressive chemical cleaning agents that can damage the appliance when cleaning the appliance. • Never place the appliance near a heat source. • Never use the appliance for blending or chopping hard ingredients. • Never fill the measuring cup more than half full to prevent overflowing. • Never fill the chopper with more than 300 grams of ingredients. USE Preparation 1. Remove all packaging. 2. Clean all parts that come in contact with food before use. Follow the instructions in chapter Cleaning and maintenance. Using the appliance 1. Place the measuring cup A on a flat and stable surface. 2. Add the ingredients into the measuring cup A. 3. Place and twist the motor unit A onto the blender A. 4. Plug the power cable A into a power outlet. 5. Hold the motor unit A with one hand and the measuring cup A with the other hand. 6. Lower the appliance into the ingredients. 7. Press and hold the desired speed button to start processing the ingredients. 8. Release the speed button to stop processing the ingredients. 9. Unplug the power cable A from the power outlet. 10. Turn the motor unit A counterclockwise to detach it from the blender A. CLEANING AND MAINTENANCE Clean the appliance after each use. 1. Unplug the power cable A from the power outlet. 2. Clean the outside of the appliance with a soft, damp cloth. 3. Clean the following parts with lukewarm water and mild soap: - blender A - measuring cup A 4. Dry all parts with a soft, dry cloth. STORAGE 1. Unplug the power cable A from the power outlet. 2. Store the appliance in a dry and well-ventilated space and in the original packaging to prevent dust damage and possible damage to the motor or other parts. DISPOSAL Follow the local regulations when you need to dispose the appliance. Do not put electrical appliances with normal domestic waste, but use the specified collection points. Recycle the appliance responsibly to promote the sustainable reuse of material resources. Gebruiksaanwijzing Handmenger VOORWOORD Over dit document Deze gebruiksaanwijzing bevat alle informatie voor correct, veilig en doelmatig gebruik van het apparaat. Lees en begrijp de aanwijzingen in deze gebruiksaanwijzing volledig voordat u het apparaat gebruikt. Bewaar deze gebruiksaanwijzing altijd op een veilige plaats in de buurt van het apparaat voor toekomstige raadpleging. Oorspronkelijke instructies Deze handleiding is origineel in het Engels geschreven. Alle andere talen zijn vertaalde documenten. Ondersteuning Voor reserveonderdelen en meer informatie over het apparaat kunt u terecht op www.tristar.eu Gebruikte pictogrammen Pictogram Beschrijving WAARSCHUWING Signaalwoord dat gebruikt wordt om een mogelijk gevaarlijke situatie aan te geven, die, als niet wordt vermeden, ernstige schade, letsel of de dood tot gevolg kan hebben. [381, 319, 661, 1988]
callout-4 [324, 791, 330, 797]
step-item: 7. Druk op de gewenste snelheidsknop en houd deze vast, om te beginnen met het verwerken van de ingrediënten. [980, 641, 1227, 655]
list-item: • Placez toujours l'appareil sur une surface stable, plane et résistante à la chaleur et à l'humidité. Ne laissez jamais l'appareil sans surveillance pendant son utilisation. Utilisez uniquement l'appareil sous surveillance. Éteignez l'appareil et débranchez le câble électrique de la prise de courant lorsque vous quittez la pièce. [1298, 760, 1566, 850]
callout-7 [324, 855, 330, 861]
part-label: Netsnoer [827, 603, 850, 610]
language-list [82, 379, 377, 429]
symbols-table: Pictogram Beschrijving WAARSCHUWING Signaalwoord dat gebruikt wordt om een mogelijk gevaarlijke situatie aan te geven, die, als niet wordt vermeden, ernstige schade, letsel of de dood tot gevolg kan hebben. [381, 1600, 661, 1630]
callout-1 [82, 781, 88, 787]
list-item: • Never drop the appliance and avoid bumping. Excessive vibrations can lead to loosened connections and can influence proper functioning of the appliance. Stop using the appliance if the appliance has been dropped. [393, 747, 661, 812]
step-item: 5. Tenez l'unité moteur A d'une main et la tasse à mesurer A de l'autre main. [1286, 1569, 1471, 1575]
crop-mark [1554, 2002, 1555, 2028]
callout-icon [820, 603, 826, 609]
list-item: • Utilisez uniquement l'appareil comme décrit dans ce manuel utilisateur. [992, 1341, 1260, 1366]
callout-3 [198, 799, 204, 805]
list-item: • Never immerse the motor unit in water or any other liquid. Only clean the motor unit with a soft, damp cloth. [94, 1539, 377, 1565]
list-item: • Always switch off and disconnect the appliance from the power outlet before removing the stainless steel stick. [393, 864, 661, 903]
list-item: • Gebruik de menger nooit meer dan 30 seconden achter elkaar. Wacht 1 minuut, alvorens verder te gaan met het gebruik. Gebruik de menger maximaal vijf keer achter elkaar. Laat het apparaat afkoelen, alvorens verder te gaan met het gebruik, om oververhitting te voorkomen. [689, 1236, 957, 1313]
spec-label: Puissance électrique maximale [981, 1212, 1167, 1221]
step-item: 2. Doe de ingrediënten in de maatbeker A. [980, 607, 1083, 614]
step-item: 8. Relâchez le bouton de vitesse pour arrêter de traiter les ingrédients. [1286, 1589, 1458, 1596]
part-label: Low-speed button [90, 1347, 135, 1354]
main-parts-list [677, 588, 957, 609]
weee-bin-icon [980, 778, 987, 798]
list-item: • Avant toute utilisation, vérifiez toujours si la tension indiquée sur la plaque signalétique de votre appareil correspond à la tension de votre réseau. [1298, 643, 1566, 682]
step-item: 2. Clean all parts that come in contact with food before use. Follow the instructions in chapter Cleaning and maintenance. [381, 1244, 641, 1257]
table-row [981, 1203, 1260, 1212]
part-item [820, 595, 958, 601]
caution-badge: CAUTION [381, 905, 444, 920]
spec-value: 500 W [250, 1295, 376, 1304]
spec-label: Consommation électrique en cours d'utilisation [981, 1221, 1167, 1230]
step-item: 1. Débranchez le câble électrique A de la prise de courant. [1286, 1629, 1429, 1636]
table-row [981, 1195, 1260, 1203]
spec-label: Gewicht [678, 533, 843, 542]
fold-mark [373, 277, 374, 296]
tech-specs-table [82, 1250, 377, 1321]
part-item [820, 588, 958, 594]
part-label: Câble électrique [1129, 1264, 1169, 1271]
part-label: Bouton de vitesse lente [988, 1264, 1046, 1271]
step-item: 1. Place the measuring cup A on a flat and stable surface. [381, 1268, 521, 1275]
crop-mark [69, 277, 70, 302]
callout-icon [1122, 1264, 1128, 1270]
table-row: WARNING Signal word used to indicate a potentially hazardous situation which, if not avoided, could result in death or serious injury. [83, 1053, 377, 1069]
crop-mark [39, 306, 63, 307]
product-model: MX-4855 [333, 693, 377, 705]
language-item: ☐ Uživatelská příručka [82, 420, 148, 428]
list-item: • N'utilisez jamais le mixeur pendant plus de 30 secondes de façon séquentielle. Attendez 1 minute avant de poursuivre l'utilisation. Utilisez le mixeur au maximum cinq fois de suite. Laissez refroidir l'appareil avant de continuer à l'utiliser pour éviter toute surchauffe. [1298, 877, 1566, 954]
section-band-en: User manual [82, 922, 377, 933]
spec-label: Alimentation [981, 1203, 1167, 1212]
table-row [83, 1295, 377, 1304]
step-item: 5. Hold the motor unit A with one hand and the measuring cup A with the other hand. [381, 1296, 586, 1303]
list-item: • N'utilisez jamais de produits de nettoyage chimiques agressifs qui peuvent endommager l'appareil pendant vous nettoyez l'appareil. [1298, 1346, 1566, 1385]
table-row [981, 1221, 1260, 1230]
brand-logo: TRISTAR [82, 335, 228, 369]
step-item: 3. Nettoyez les composants suivants à l'eau chaude et au savon doux : [1286, 1643, 1459, 1650]
callout-icon [980, 1264, 986, 1270]
registration-target-icon: ⊕ [39, 1134, 51, 1149]
table-row [981, 1186, 1260, 1195]
table-row: CAUTION Signal word used to indicate a potentially hazardous situation which, if not avoided, could result in minor or moderate injury. [83, 1069, 377, 1085]
callout-icon [677, 603, 683, 609]
table-row [981, 1230, 1260, 1239]
spec-label: Voeding [678, 542, 843, 551]
info-icon: i [86, 1101, 97, 1112]
list-item: • Gebruik het apparaat nooit met een externe timer of afzonderlijk bedieningssysteem op afstand. [689, 1210, 957, 1236]
fold-mark [1272, 2002, 1273, 2022]
part-item [1122, 1250, 1261, 1255]
step-item: - menger A [980, 716, 1007, 722]
table-row [981, 1212, 1260, 1221]
spec-label: Dimensions (l × w × h) [83, 1268, 251, 1277]
spec-label: Consommation électrique en veille [981, 1230, 1167, 1239]
table-row [678, 524, 957, 533]
spec-label: Stroomverbruik stand-by [678, 568, 843, 577]
part-item [677, 588, 816, 594]
list-item: • Kinderen moeten onder toezicht staan om ervoor te zorgen dat ze niet met het apparaat spelen. [689, 1067, 957, 1093]
list-item: • Never fill the chopper with more than 300 grams of ingredients. [393, 1190, 661, 1215]
callout-icon [820, 588, 826, 594]
tech-specs-table [677, 506, 957, 577]
spec-label: Naam apparaat [678, 507, 843, 515]
list-item: • Til het apparaat nooit op aan de voedingskabel. Als je het apparaat aan de voedingskabel optilt, kun je de voedingskabel beschadigen. Til het apparaat alleen op door de voet vast te houden. [689, 873, 957, 925]
list-item: • Éteignez et débranchez toujours l'appareil de la prise de courant avant de retirer la tige en acier inoxydable. [1298, 1123, 1566, 1162]
callout-5 [324, 811, 330, 817]
list-item: • Gebruik het apparaat alleen zoals beschreven in deze gebruiksaanwijzing. [689, 678, 957, 704]
nl-safety: VEILIGHEID Veiligheidsvoorzorgsmaatregelen WAARSCHUWING Veiligheidsgevaar door onbedoeld gebruik: • Gebruik het apparaat alleen zoals beschreven in deze gebruiksaanwijzing. • Gebruik het apparaat nooit als er zichtbare tekenen van schade of gebreken zijn. Vervang een beschadigd of defect apparaat altijd onmiddellijk. • Breng nooit aanpassingen aan het apparaat aan. Afstellingen kunnen de veiligheid, garantie en goede werking beïnvloeden. Gevaar voor elektrische schokken door kortsluiting: • Dompel de motoreenheid nooit onder in water of een andere vloeistof. Reinig de motor uitsluitend met een zachte, vochtige doek. • Maak het apparaat nooit open. Het apparaat mag alleen door een erkende technicus geopend worden voor onderhoud. • Til het apparaat nooit op aan de voedingskabel. Als je het apparaat aan de voedingskabel optilt, kun je de voedingskabel beschadigen. Til het apparaat alleen op door de voet vast te houden. • Vervang nooit zelf de voedingskabel. Laat de voedingskabel altijd vervangen door de fabrikant, diens service-agent of een even gekwalificeerde persoon. • Haal de elektriciteitskabel altijd uit het stopcontact wanneer het apparaat niet in gebruik of onder toezicht is, en voordat u het reinigt. • Controleer altijd vóór het gebruik of de spanning vermeld op het typeplaatje van uw apparaat overeenkomt met uw netspanning. Veiligheidsgevaar voor kinderen: • Kinderen moeten onder toezicht staan om ervoor te zorgen dat ze niet met het apparaat spelen. Brandgevaar door oververhitting: • Zet het apparaat altijd op een stabiele, vlakke, hitte- en vochtbestendige ondergrond. • Zet het apparaat altijd op een stabiele, vlakke, hitte- en vochtbestendige ondergrond. Laat het apparaat nooit onbeheerd achter als het in gebruik is. Gebruik het apparaat alleen onder toezicht. Zet het apparaat uit en haal de voedingskabel uit het stopcontact als je de kamer verlaat. • Gebruik het apparaat nooit met een externe timer of afzonderlijk bedieningssysteem op afstand. • Gebruik de menger nooit meer dan 30 seconden achter elkaar. Wacht 1 minuut, alvorens verder te gaan met het gebruik. Gebruik de menger maximaal vijf keer achter elkaar. Laat het apparaat afkoelen, alvorens verder te gaan met het gebruik, om oververhitting te voorkomen. Gevaar voor elektrische schokken door kortsluiting: • Gebruik het apparaat nooit in de onmiddellijke nabijheid van een bad, een douche of een zwembad. • Laat het apparaat nooit vallen en vermijd stoten. Overmatige trillingen kunnen leiden tot losgeraakte verbindingen en kunnen de goede werking van het apparaat beïnvloeden. Gebruik het apparaat niet meer als het gevallen is. Knelgevaar door bewegende delen: • Houd uw haar en kleding altijd uit de buurt van bewegende delen. Losse kleding, juwelen of lang haar kunnen vastraken in bewegende delen. • Schakel het apparaat altijd uit en koppel het los van het stopcontact, voordat u de roestvrij stalen staaf verwijdert. LET OP Snijgevaar door scherpe delen: • raak de bladen van het apparaat niet aan. De bladen zijn scherp. Wees voorzichtig bij het hanteren of reinigen van het apparaat. • Verwijder het apparaat en alle hulpstukken altijd van de beker of kom, voordat u het voedsel eruit haalt. [677, 614, 957, 1606]
list-item: • reinig na gebruik altijd alle oppervlakken die in aanraking komen met voedsel. [992, 345, 1260, 370]
step-item: 2. Maak de buitenkant van het apparaat schoon met een zachte, vochtige doek. [980, 702, 1174, 709]
spec-value: 220 – 240 V~ 50/60Hz [843, 542, 957, 551]
list-item: • Never fill the measuring cup more than half full to prevent overflowing. [393, 1164, 661, 1190]
list-item: • Haal de elektriciteitskabel altijd uit het stopcontact wanneer het apparaat niet in gebruik of onder toezicht is, en voordat u het reinigt. [689, 977, 957, 1016]
step-item: 2. Mettez les ingrédients dans la tasse à mesurer A. [1286, 1548, 1413, 1555]
info-icon: i [984, 998, 995, 1009]
table-row [83, 1286, 377, 1295]
part-label: Blender [90, 1332, 110, 1339]
registration-bar-left [55, 287, 196, 300]
nl-appliance-description: BESCHRIJVING APPARAAT Over dit apparaat De Tristar MX-4855 is een handmenger voor het mixen en fijnhakken van voedsel. Het apparaat wordt geleverd met een maatbeker. Gebruik het apparaat thuis of in soortgelijke keukenomgevingen. Beoogd gebruik Dit apparaat is uitsluitend bedoeld voor gebruik binnenshuis. Dit apparaat is uitsluitend bedoeld voor huishoudelijk, niet-commercieel gebruik. Dit apparaat is bedoeld om te worden gebruikt in huishoudelijke en soortgelijke toepassingen zoals: personeelskeukens in winkels, kantoren en andere werkomgevingen; boerderijen; door klanten in hotels, motels en andere residentiële omgevingen; omgevingen van het type bed and breakfast. Dit apparaat is niet bedoeld voor gebruik door personen (inclusief kinderen) met verminderde lichamelijke, zintuiglijke of geestelijke vermogens, of gebrek aan ervaring en kennis, tenzij zij onder toezicht staan of instructies hebben gekregen over het gebruik van het apparaat van een persoon die verantwoordelijk is voor hun veiligheid. Elk gebruik van het apparaat anders dan beschreven in deze handleiding wordt beschouwd als misbruik en kan letsel of schade aan het apparaat veroorzaken en de garantie doen vervallen. Technische specificaties [677, 376, 957, 506]
company-website[interactable]: WWW.TRISTAR.EU [112, 723, 191, 733]
step-item: 9. Unplug the power cable A from the power outlet. [381, 1323, 505, 1330]
part-item [82, 1347, 228, 1353]
crop-mark [1561, 1993, 1585, 1994]
brand-stars: ★★★ [82, 319, 123, 334]
spec-value: Mixeur plongeur à main [1167, 1168, 1260, 1177]
step-item: 6. Lower the appliance into the ingredients. [381, 1303, 486, 1309]
list-item: • Children should be supervised to ensure that they do not play with the appliance. [393, 488, 661, 513]
table-row [678, 568, 957, 577]
list-item: • Placez toujours l'appareil sur une surface stable, plane et résistante à la chaleur et à l'humidité. [1298, 734, 1566, 760]
list-item: • Never use the appliance with an external timer or separate remote control system. [393, 604, 661, 629]
step-item: 2. Reinig alle onderdelen die in contact komen met voedsel, vóór gebruik. Volg de instructies in het hoofdstuk Reiniging en onderhoud. [980, 575, 1245, 589]
list-item: • Always clean all surfaces that come into contact with foods after use. [393, 1027, 661, 1052]
step-item: 4. Branchez le câble électrique A sur une prise de courant. [1286, 1562, 1429, 1569]
spec-label: Maximale elektrische vermogen [678, 551, 843, 560]
step-item: 2. Add the ingredients into the measuring cup A. [381, 1275, 498, 1282]
part-item [1122, 1264, 1261, 1270]
fr-use-instructions: UTILISATION Préparation 1. Enlevez tous les emballages. 2. Nettoyez tous les composants qui entrent en contact avec des aliments avant de les utiliser. Suivez les instructions du chapitre Nettoyage et entretien. Utilisation de l'appareil 1. Placez la tasse à mesurer A sur une surface plane et stable. 2. Mettez les ingrédients dans la tasse à mesurer A. 3. Placez et tournez l'unité moteur A sur le mixeur A. 4. Branchez le câble électrique A sur une prise de courant. 5. Tenez l'unité moteur A d'une main et la tasse à mesurer A de l'autre main. 6. Abaissez l'appareil dans les ingrédients. 7. Appuyez sur le bouton de vitesse souhaité et maintenez-le enfoncé pour commencer à traiter les ingrédients. 8. Relâchez le bouton de vitesse pour arrêter de traiter les ingrédients. 9. Débranchez le câble électrique A de la prise de courant. 10. Faites tourner l'unité moteur A dans le sens inverse des aiguilles d'une montre pour la détacher du mixeur A. NETTOYAGE ET ENTRETIEN Nettoyez l'appareil après chaque utilisation. 1. Débranchez le câble électrique A de la prise de courant. 2. Nettoyez l'extérieur de l'appareil avec un chiffon doux humide. 3. Nettoyez les composants suivants à l'eau chaude et au savon doux : - mixeur A - tasse à mesurer A 4. Séchez toutes les pièces avec un chiffon doux sec. RANGEMENT 1. Débranchez le câble électrique A de la prise de courant. 2. Rangez l'appareil dans un endroit sec et bien ventilé et dans son emballage d'origine pour prévenir les dommages causés par la poussière et au moteur. Protégez-le d'autres pièces. [1286, 1492, 1566, 1702]
registration-target-icon: ⊕ [807, 2004, 819, 2020]
step-item: 9. Débranchez le câble électrique A de la prise de courant. [1286, 1596, 1429, 1603]
section-title: Handmenger [381, 1485, 460, 1501]
table-row [678, 515, 957, 524]
list-item: • Laat het apparaat nooit vallen en vermijd stoten. Overmatige trillingen kunnen leiden tot losgeraakte verbindingen en kunnen de goede werking van het apparaat beïnvloeden. Gebruik het apparaat niet meer als het gevallen is. [689, 1353, 957, 1417]
step-item: - maatbeker A [980, 722, 1014, 729]
table-row [678, 542, 957, 551]
list-item: • Les enfants doivent être surveillés pour veiller à ce qu'ils ne jouent pas avec l'appareil. [1298, 695, 1566, 721]
spec-label: Dimensions (L × l × h) [981, 1186, 1167, 1195]
warning-badge: WARNING [82, 1392, 150, 1407]
company-block [82, 723, 377, 747]
list-item: • Gebruik het apparaat niet voor het mengen of hakken van harde ingrediënten. [992, 469, 1260, 495]
part-item [82, 1339, 228, 1345]
step-item: 1. Verwijder de voedingskabel A uit het stopcontact. [980, 695, 1106, 702]
main-parts-list [82, 1332, 377, 1353]
crop-mark [69, 2002, 70, 2028]
registration-target-icon: ⊕ [1569, 1134, 1581, 1149]
fold-mark [373, 2002, 374, 2022]
spec-value: 220 – 240 V~ 50/60Hz [250, 1286, 376, 1295]
list-item: • Débranchez toujours le câble d'alimentation lorsque l'appareil n'est pas utilisé ou sans surveillance, et avant de le nettoyer. [1298, 604, 1566, 643]
list-item: • N'effectuez pas de réglages sur l'appareil. Les réglages peuvent compromettre la sécurité, la garantie et le bon fonctionnement. [1298, 371, 1566, 410]
table-row [678, 560, 957, 568]
part-item [980, 1264, 1118, 1270]
table-row [678, 551, 957, 560]
step-item: 3. Placez et tournez l'unité moteur A sur le mixeur A. [1286, 1555, 1414, 1562]
spec-value: 63 × 75 × 75 mm [1167, 1186, 1260, 1195]
symbols-table: Symbol Description WARNING Signal word used to indicate a potentially hazardous situation which, if not avoided, could result in death or serious injury. CAUTION Signal word used to indicate a potentially hazardous situation which, if not avoided, could result in minor or moderate injury. NOTICE Signal word used to address practices not related to physical injury. i Indicates additional information or instructions of use. [82, 1043, 377, 1116]
